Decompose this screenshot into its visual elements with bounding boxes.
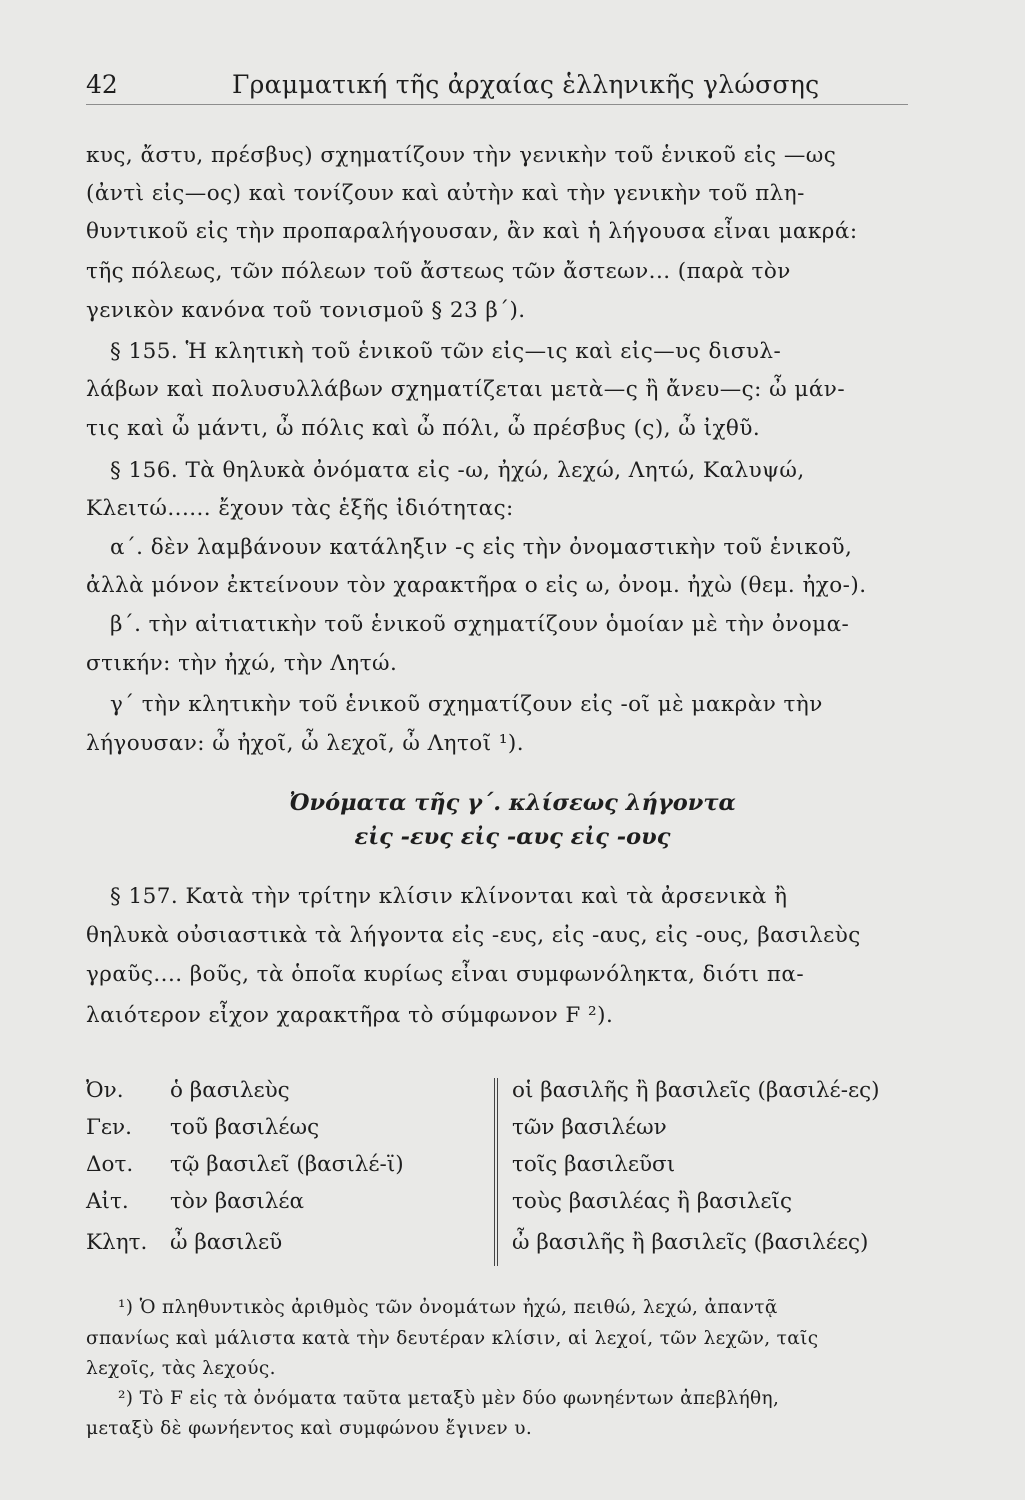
plural-form: τοὺς βασιλέας ἢ βασιλεῖς — [512, 1189, 793, 1214]
list-item-gamma: γ΄ τὴν κλητικὴν τοῦ ἑνικοῦ σχηματίζουν εἰς -οῖ μὲ μακρὰν τὴν — [110, 692, 823, 717]
section-156-start: § 156. Τὰ θηλυκὰ ὀνόματα εἰς -ω, ἠχώ, λεχώ, Λητώ, Καλυψώ, — [110, 458, 805, 483]
case-label: Δοτ. — [86, 1152, 134, 1177]
column-divider — [494, 1078, 498, 1266]
list-item-alpha: α΄. δὲν λαμβάνουν κατάληξιν -ς εἰς τὴν ὀνομαστικὴν τοῦ ἑνικοῦ, — [110, 535, 853, 560]
body-line: κυς, ἄστυ, πρέσβυς) σχηματίζουν τὴν γενικὴν τοῦ ἑνικοῦ εἰς —ως — [86, 143, 837, 168]
footnote-line: σπανίως καὶ μάλιστα κατὰ τὴν δευτέραν κλίσιν, αἱ λεχοί, τῶν λεχῶν, ταῖς — [86, 1328, 819, 1349]
section-155-start: § 155. Ἡ κλητικὴ τοῦ ἑνικοῦ τῶν εἰς—ις καὶ εἰς—υς δισυλ- — [110, 339, 782, 364]
body-line: στικήν: τὴν ἠχώ, τὴν Λητώ. — [86, 651, 398, 676]
body-line: λήγουσαν: ὦ ἠχοῖ, ὦ λεχοῖ, ὦ Λητοῖ ¹). — [86, 731, 525, 756]
header-rule — [86, 104, 908, 105]
plural-form: τοῖς βασιλεῦσι — [512, 1152, 676, 1177]
body-line: θυντικοῦ εἰς τὴν προπαραλήγουσαν, ἂν καὶ ἡ λήγουσα εἶναι μακρά: — [86, 219, 858, 244]
body-line: ἀλλὰ μόνον ἐκτείνουν τὸν χαρακτῆρα ο εἰς ω, ὀνομ. ἠχὼ (θεμ. ἠχο-). — [86, 573, 867, 598]
body-line: γενικὸν κανόνα τοῦ τονισμοῦ § 23 β΄). — [86, 298, 526, 323]
page-header — [86, 64, 916, 104]
body-line: θηλυκὰ οὐσιαστικὰ τὰ λήγοντα εἰς -ευς, εἰς -αυς, εἰς -ους, βασιλεὺς — [86, 923, 861, 948]
section-157-start: § 157. Κατὰ τὴν τρίτην κλίσιν κλίνονται καὶ τὰ ἀρσενικὰ ἢ — [110, 884, 788, 909]
body-line: λάβων καὶ πολυσυλλάβων σχηματίζεται μετὰ—ς ἢ ἄνευ—ς: ὦ μάν- — [86, 377, 846, 402]
list-item-beta: β΄. τὴν αἰτιατικὴν τοῦ ἑνικοῦ σχηματίζουν ὁμοίαν μὲ τὴν ὀνομα- — [110, 612, 850, 637]
footnote-line: μεταξὺ δὲ φωνήεντος καὶ συμφώνου ἔγινεν υ. — [86, 1418, 533, 1439]
case-label: Ὀν. — [86, 1078, 124, 1103]
footnote-line: λεχοῖς, τὰς λεχούς. — [86, 1358, 276, 1379]
body-line: Κλειτώ...... ἔχουν τὰς ἑξῆς ἰδιότητας: — [86, 496, 514, 521]
plural-form: τῶν βασιλέων — [512, 1115, 667, 1140]
case-label: Αἰτ. — [86, 1189, 129, 1214]
plural-form: ὦ βασιλῆς ἢ βασιλεῖς (βασιλέες) — [512, 1230, 869, 1255]
body-line: τις καὶ ὦ μάντι, ὦ πόλις καὶ ὦ πόλι, ὦ πρέσβυς (ς), ὦ ἰχθῦ. — [86, 416, 761, 441]
singular-form: τοῦ βασιλέως — [170, 1115, 320, 1140]
singular-form: τὸν βασιλέα — [170, 1189, 305, 1214]
singular-form: ὁ βασιλεὺς — [170, 1078, 290, 1103]
body-line: γραῦς.... βοῦς, τὰ ὁποῖα κυρίως εἶναι συμφωνόληκτα, διότι πα- — [86, 962, 805, 987]
singular-form: τῷ βασιλεῖ (βασιλέ-ϊ) — [170, 1152, 404, 1177]
body-line: (ἀντὶ εἰς—ος) καὶ τονίζουν καὶ αὐτὴν καὶ τὴν γενικὴν τοῦ πλη- — [86, 181, 805, 206]
section-heading-line1: Ὀνόματα τῆς γ΄. κλίσεως λήγοντα — [289, 790, 736, 816]
plural-form: οἱ βασιλῆς ἢ βασιλεῖς (βασιλέ-ες) — [512, 1078, 880, 1103]
case-label: Γεν. — [86, 1115, 132, 1140]
page-number: 42 — [86, 70, 118, 99]
singular-form: ὦ βασιλεῦ — [170, 1230, 283, 1255]
footnote-2: ²) Τὸ F εἰς τὰ ὀνόματα ταῦτα μεταξὺ μὲν δύο φωνηέντων ἀπεβλήθη, — [118, 1388, 780, 1409]
body-line: τῆς πόλεως, τῶν πόλεων τοῦ ἄστεως τῶν ἄστεων... (παρὰ τὸν — [86, 259, 791, 284]
body-line: λαιότερον εἶχον χαρακτῆρα τὸ σύμφωνον F ²). — [86, 1003, 614, 1028]
footnote-1: ¹) Ὁ πληθυντικὸς ἀριθμὸς τῶν ὀνομάτων ἠχώ, πειθώ, λεχώ, ἀπαντᾷ — [118, 1297, 778, 1318]
case-label: Κλητ. — [86, 1230, 148, 1255]
running-title: Γραμματική τῆς ἀρχαίας ἑλληνικῆς γλώσσης — [232, 70, 820, 99]
section-heading-line2: εἰς -ευς εἰς -αυς εἰς -ους — [354, 824, 671, 850]
